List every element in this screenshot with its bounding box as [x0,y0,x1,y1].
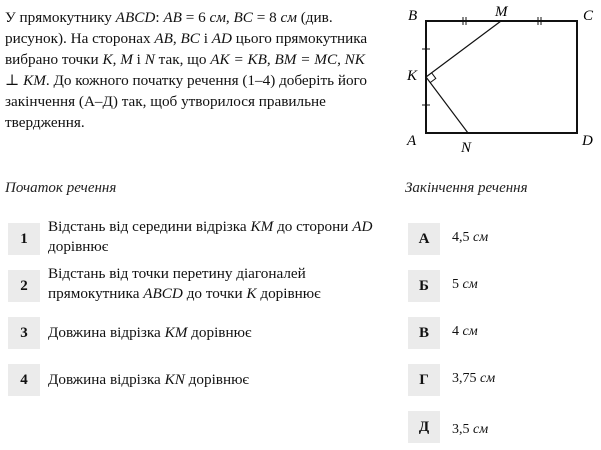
right-angle-mark [430,73,436,83]
number-box: 1 [8,223,40,255]
letter-box: В [408,317,440,349]
rectangle-abcd [426,21,577,133]
letter-box: Б [408,270,440,302]
label-n: N [461,140,472,156]
problem-statement: У прямокутнику ABCD: AB = 6 см, BC = 8 см (див. рисунок). На сторонах AB, BC і AD цього прямокутника вибрано точки K, M і N так, що AK = KB, BM = MC, NK ⊥ KM. До кожного початку речення (1–4) доберіть його закінчення (А–Д) так, щоб утворилося правильне твердження. [5,9,368,131]
letter-box: Д [408,411,440,443]
number-box: 2 [8,270,40,302]
letter-box: Г [408,364,440,396]
letter-box: А [408,223,440,255]
header-beginning: Початок речення [5,180,117,196]
label-a: A [407,133,417,149]
beginning-text: Відстань від точки перетину діагоналей прямокутника ABCD до точки K дорівнює [48,265,321,302]
beginning-text: Відстань від середини відрізка KM до сторони AD дорівнює [48,218,373,255]
ending-value: 3,75 см [452,371,496,386]
ending-value: 3,5 см [452,422,489,437]
label-k: K [407,68,418,84]
segment-km [426,21,501,77]
number-box: 3 [8,317,40,349]
header-ending: Закінчення речення [405,180,528,196]
ending-value: 4,5 см [452,230,489,245]
segment-kn [426,77,468,133]
rectangle-figure [398,0,601,160]
label-b: B [408,8,418,24]
ending-value: 4 см [452,324,478,339]
beginning-text: Довжина відрізка KN дорівнює [48,371,249,388]
label-d: D [582,133,593,149]
label-m: M [495,4,508,20]
number-box: 4 [8,364,40,396]
ending-value: 5 см [452,277,478,292]
beginning-text: Довжина відрізка KM дорівнює [48,324,252,341]
label-c: C [583,8,594,24]
